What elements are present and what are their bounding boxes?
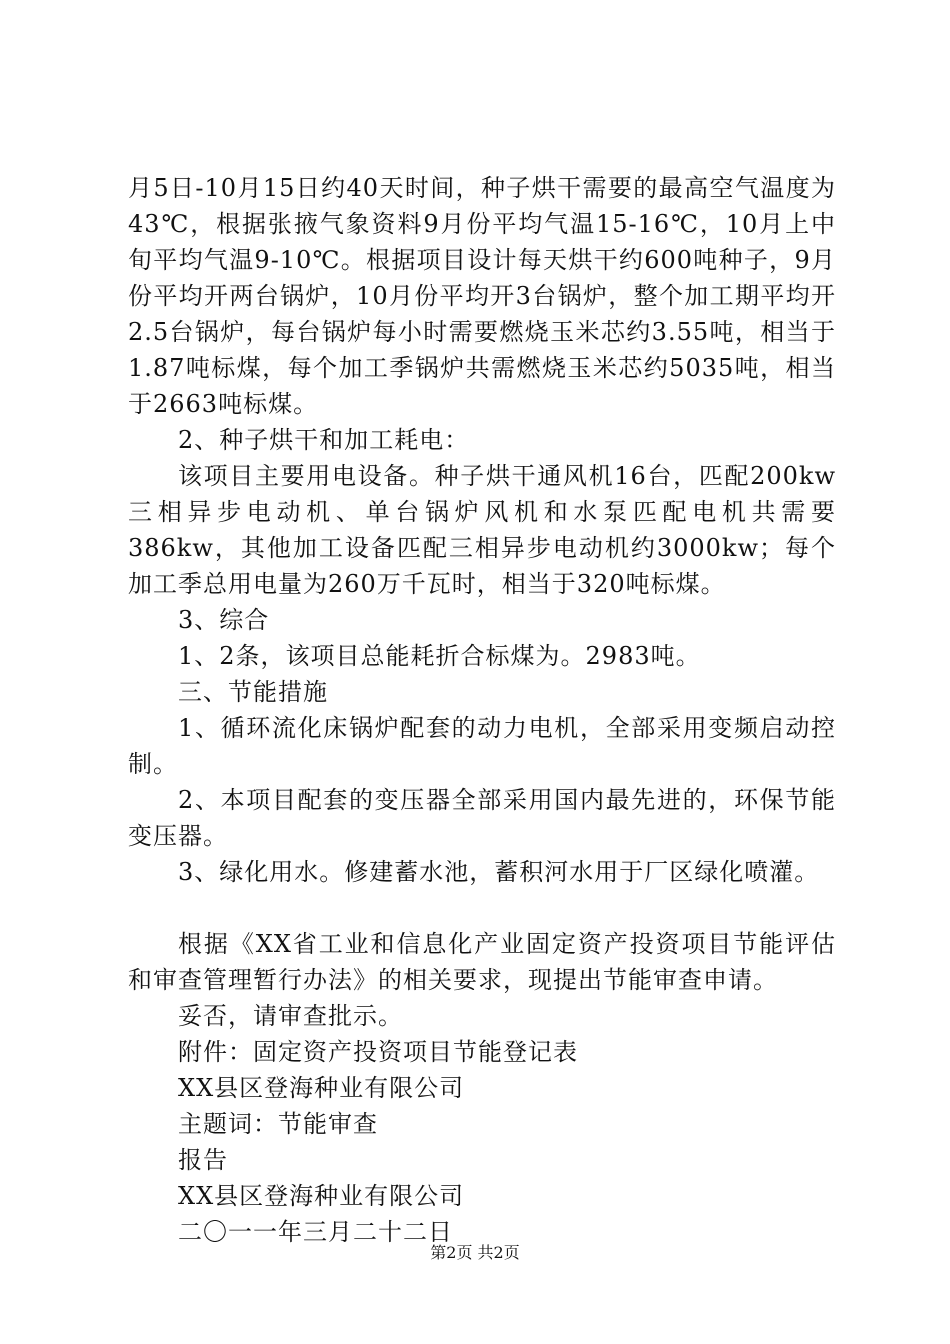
paragraph-approval: 妥否，请审查批示。 [178,1002,403,1030]
heading-summary: 3、综合 [178,606,270,634]
document-date: 二〇一一年三月二十二日 [178,1218,453,1246]
paragraph-power-usage: 该项目主要用电设备。种子烘干通风机16台，匹配200kw三相异步电动机、单台锅炉风机和水泵匹配电机共需要386kw，其他加工设备匹配三相异步电动机约3000kw；每个加工季总用电量为260万千瓦时，相当于320吨标煤。 [128,462,836,598]
paragraph-gap [128,890,836,926]
paragraph-measure-2: 2、本项目配套的变压器全部采用国内最先进的，环保节能变压器。 [128,786,836,850]
report-label: 报告 [178,1146,228,1174]
paragraph-attachment: 附件：固定资产投资项目节能登记表 [178,1038,578,1066]
paragraph-summary: 1、2条，该项目总能耗折合标煤为。2983吨。 [178,642,701,670]
paragraph-measure-1: 1、循环流化床锅炉配套的动力电机，全部采用变频启动控制。 [128,714,836,778]
heading-energy-measures: 三、节能措施 [178,678,328,706]
subject-keywords: 主题词：节能审查 [178,1110,378,1138]
document-body [128,170,836,1250]
paragraph-request: 根据《XX省工业和信息化产业固定资产投资项目节能评估和审查管理暂行办法》的相关要求，现提出节能审查申请。 [128,930,836,994]
company-name-signature: XX县区登海种业有限公司 [178,1182,465,1210]
paragraph-measure-3: 3、绿化用水。修建蓄水池，蓄积河水用于厂区绿化喷灌。 [178,858,820,886]
page-footer: 第2页 共2页 [430,1243,520,1262]
paragraph-drying-heat: 月5日-10月15日约40天时间，种子烘干需要的最高空气温度为43℃，根据张掖气象资料9月份平均气温15-16℃，10月上中旬平均气温9-10℃。根据项目设计每天烘干约600吨种子，9月份平均开两台锅炉，10月份平均开3台锅炉，整个加工期平均开2.5台锅炉，每台锅炉每小时需要燃烧玉米芯约3.55吨，相当于1.87吨标煤，每个加工季锅炉共需燃烧玉米芯约5035吨，相当于2663吨标煤。 [128,174,836,418]
company-name: XX县区登海种业有限公司 [178,1074,465,1102]
heading-drying-power: 2、种子烘干和加工耗电： [178,426,470,454]
